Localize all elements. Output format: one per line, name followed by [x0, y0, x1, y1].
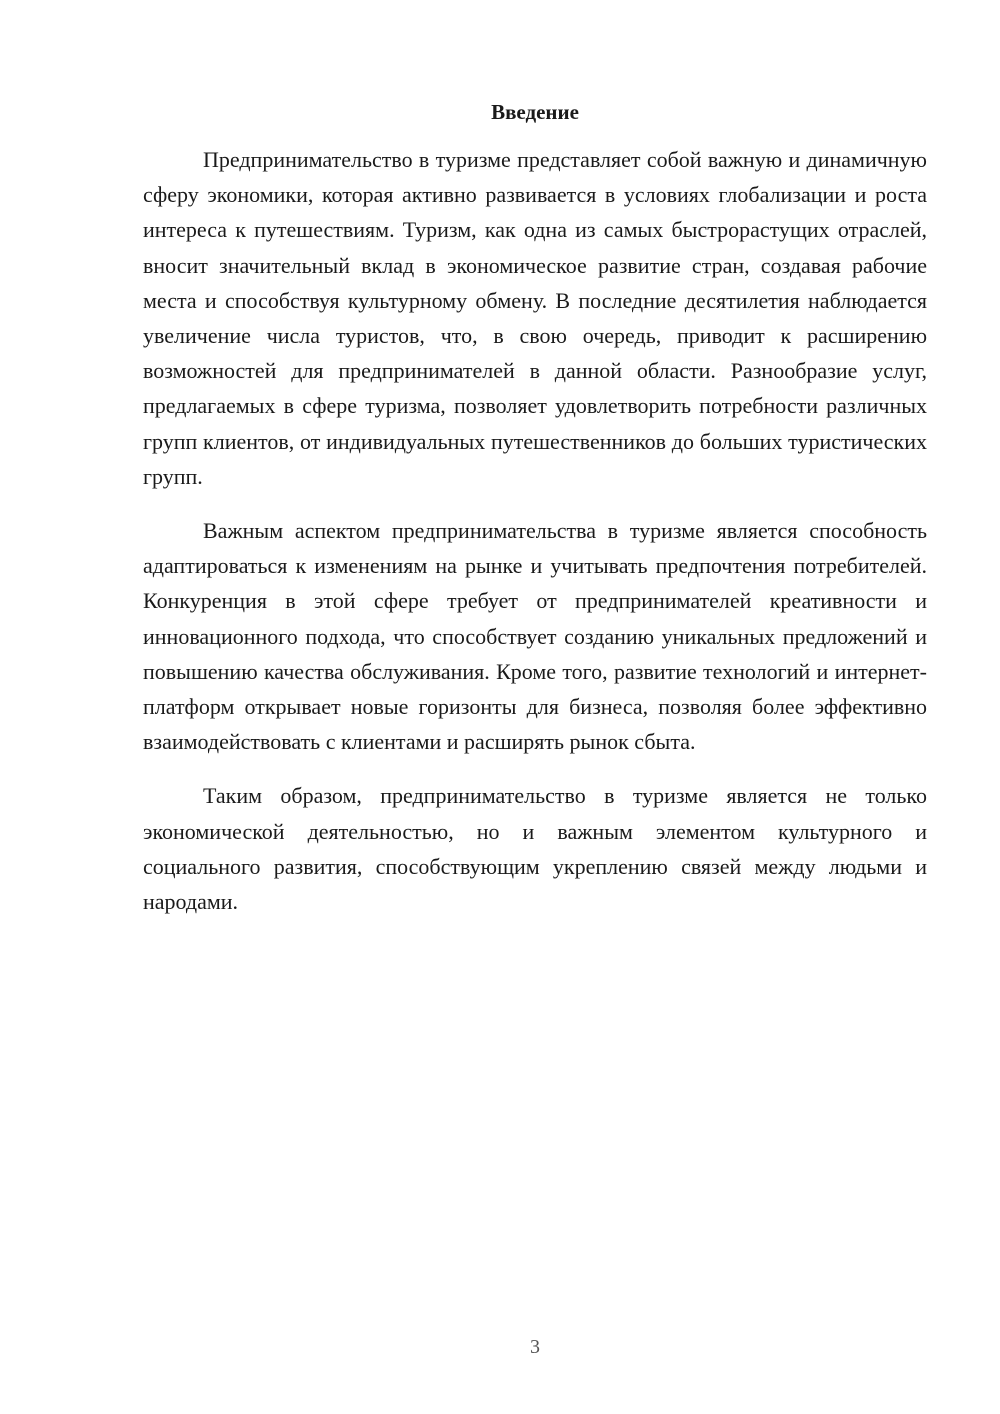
body-text: [143, 142, 927, 938]
section-title: Введение: [491, 100, 579, 124]
page-number: 3: [530, 1336, 540, 1358]
paragraph-1: Предпринимательство в туризме представляет собой важную и динамичную сферу экономики, которая активно развивается в условиях глобализации и роста интереса к путешествиям. Туризм, как одна из самых быстрорастущих отраслей, вносит значительный вклад в экономическое развитие стран, создавая рабочие места и способствуя культурному обмену. В последние десятилетия наблюдается увеличение числа туристов, что, в свою очередь, приводит к расширению возможностей для предпринимателей в данной области. Разнообразие услуг, предлагаемых в сфере туризма, позволяет удовлетворить потребности различных групп клиентов, от индивидуальных путешественников до больших туристических групп.: [143, 147, 927, 489]
paragraph-2: Важным аспектом предпринимательства в туризме является способность адаптироваться к изменениям на рынке и учитывать предпочтения потребителей. Конкуренция в этой сфере требует от предпринимателей креативности и инновационного подхода, что способствует созданию уникальных предложений и повышению качества обслуживания. Кроме того, развитие технологий и интернет-платформ открывает новые горизонты для бизнеса, позволяя более эффективно взаимодействовать с клиентами и расширять рынок сбыта.: [143, 518, 927, 755]
paragraph-3: Таким образом, предпринимательство в туризме является не только экономической деятельностью, но и важным элементом культурного и социального развития, способствующим укреплению связей между людьми и народами.: [143, 783, 927, 915]
